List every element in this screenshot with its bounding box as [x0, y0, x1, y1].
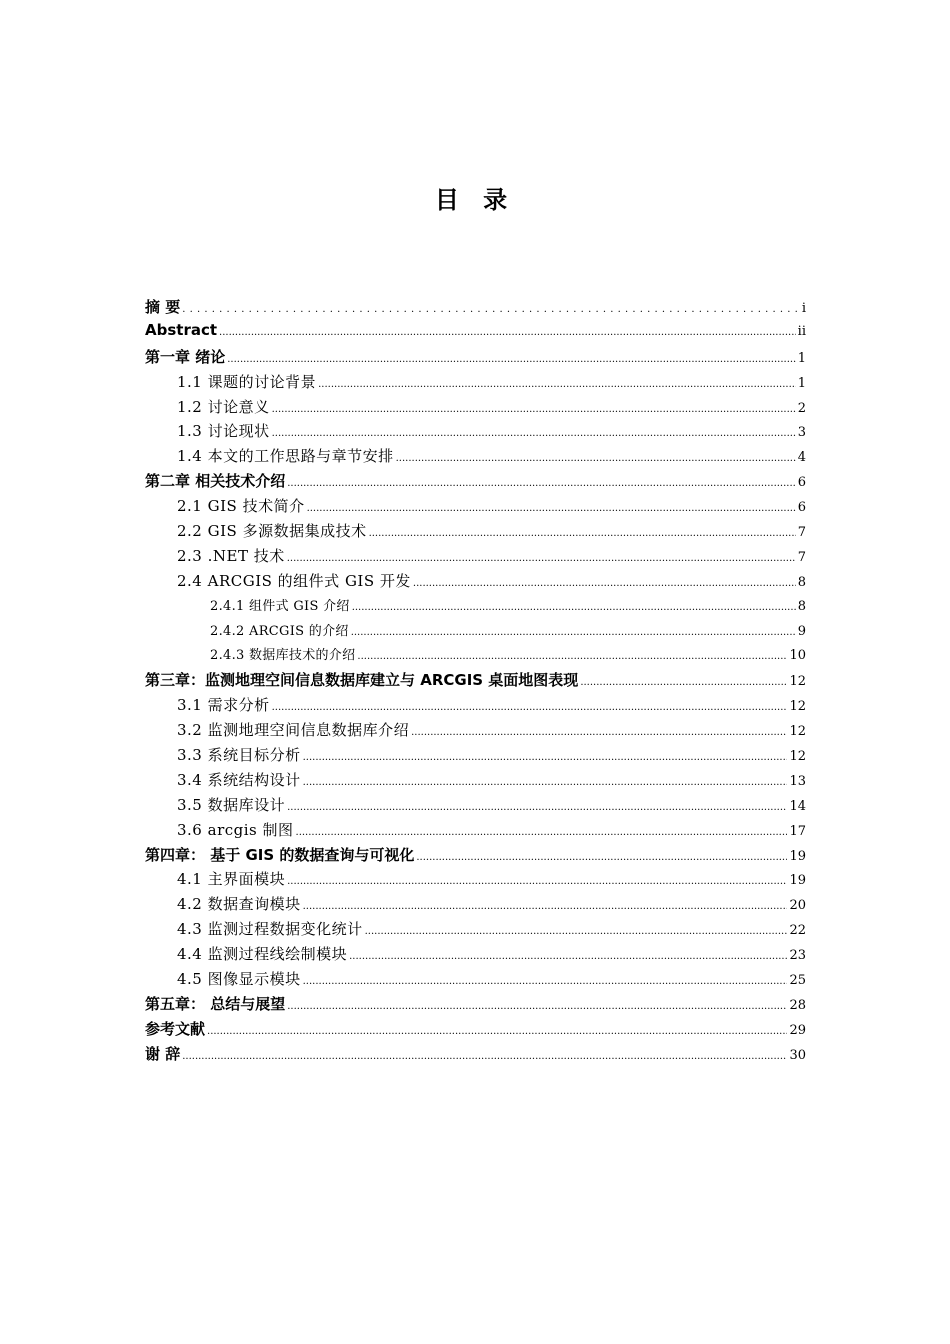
dot-leader	[182, 1051, 787, 1062]
toc-entry-3-5[interactable]: 3.5 数据库设计 ..... 14	[145, 794, 806, 819]
dot-leader	[182, 304, 800, 315]
toc-entry-4-1[interactable]: 4.1 主界面模块 ..... 19	[145, 868, 806, 893]
dot-leader	[349, 951, 787, 962]
dot-leader	[272, 428, 796, 439]
dot-leader	[303, 901, 788, 912]
toc-title: 目 录	[434, 186, 516, 214]
table-of-contents	[145, 296, 806, 1068]
dot-leader	[207, 1026, 787, 1037]
toc-entry-4-4[interactable]: 4.4 监测过程线绘制模块 ..... 23	[145, 943, 806, 968]
toc-entry-1-2[interactable]: 1.2 讨论意义 ..... 2	[145, 396, 806, 421]
toc-entry-2-1[interactable]: 2.1 GIS 技术简介 ..... 6	[145, 495, 806, 520]
toc-entry-2-4-3[interactable]: 2.4.3 数据库技术的介绍 ..... 10	[145, 644, 806, 669]
dot-leader	[287, 478, 795, 489]
toc-entry-2-4-1[interactable]: 2.4.1 组件式 GIS 介绍 ..... 8	[145, 595, 806, 620]
dot-leader	[287, 802, 787, 813]
toc-entry-3-3[interactable]: 3.3 系统目标分析 ..... 12	[145, 744, 806, 769]
dot-leader	[351, 627, 796, 638]
toc-entry-3-1[interactable]: 3.1 需求分析 ..... 12	[145, 694, 806, 719]
dot-leader	[227, 354, 795, 365]
toc-entry-chapter-1[interactable]: 第一章 绪论 ..... 1	[145, 346, 806, 371]
toc-entry-4-3[interactable]: 4.3 监测过程数据变化统计 ..... 22	[145, 918, 806, 943]
toc-entry-abstract-cn[interactable]: 摘 要 ..... i	[145, 296, 806, 321]
toc-entry-3-6[interactable]: 3.6 arcgis 制图 ..... 17	[145, 819, 806, 844]
toc-entry-3-2[interactable]: 3.2 监测地理空间信息数据库介绍 ..... 12	[145, 719, 806, 744]
toc-entry-4-5[interactable]: 4.5 图像显示模块 ..... 25	[145, 968, 806, 993]
dot-leader	[307, 503, 796, 514]
toc-entry-references[interactable]: 参考文献 ..... 29	[145, 1018, 806, 1043]
dot-leader	[272, 702, 788, 713]
dot-leader	[369, 528, 796, 539]
dot-leader	[357, 651, 787, 662]
toc-entry-chapter-2[interactable]: 第二章 相关技术介绍 ..... 6	[145, 470, 806, 495]
dot-leader	[219, 327, 796, 338]
dot-leader	[272, 404, 796, 415]
toc-entry-chapter-3[interactable]: 第三章：监测地理空间信息数据库建立与 ARCGIS 桌面地图表现 ..... 12	[145, 669, 806, 694]
dot-leader	[287, 1001, 787, 1012]
dot-leader	[287, 553, 796, 564]
dot-leader	[365, 926, 788, 937]
toc-entry-abstract-en[interactable]: Abstract ..... ii	[145, 321, 806, 346]
toc-entry-4-2[interactable]: 4.2 数据查询模块 ..... 20	[145, 893, 806, 918]
dot-leader	[303, 976, 788, 987]
toc-entry-1-1[interactable]: 1.1 课题的讨论背景 ..... 1	[145, 371, 806, 396]
toc-entry-3-4[interactable]: 3.4 系统结构设计 ..... 13	[145, 769, 806, 794]
dot-leader	[352, 602, 796, 613]
toc-entry-2-4-2[interactable]: 2.4.2 ARCGIS 的介绍 ..... 9	[145, 620, 806, 645]
toc-entry-2-2[interactable]: 2.2 GIS 多源数据集成技术 ..... 7	[145, 520, 806, 545]
dot-leader	[580, 677, 787, 688]
toc-entry-chapter-4[interactable]: 第四章： 基于 GIS 的数据查询与可视化 ..... 19	[145, 844, 806, 869]
dot-leader	[396, 453, 796, 464]
dot-leader	[296, 827, 788, 838]
toc-entry-chapter-5[interactable]: 第五章： 总结与展望 ..... 28	[145, 993, 806, 1018]
dot-leader	[318, 379, 796, 390]
dot-leader	[287, 876, 787, 887]
toc-entry-1-4[interactable]: 1.4 本文的工作思路与章节安排 ..... 4	[145, 445, 806, 470]
toc-entry-1-3[interactable]: 1.3 讨论现状 ..... 3	[145, 420, 806, 445]
toc-entry-acknowledgements[interactable]: 谢 辞 ..... 30	[145, 1043, 806, 1068]
toc-entry-2-4[interactable]: 2.4 ARCGIS 的组件式 GIS 开发 ..... 8	[145, 570, 806, 595]
dot-leader	[413, 578, 796, 589]
dot-leader	[303, 752, 788, 763]
dot-leader	[303, 777, 788, 788]
dot-leader	[416, 852, 787, 863]
toc-entry-2-3[interactable]: 2.3 .NET 技术 ..... 7	[145, 545, 806, 570]
dot-leader	[411, 727, 787, 738]
